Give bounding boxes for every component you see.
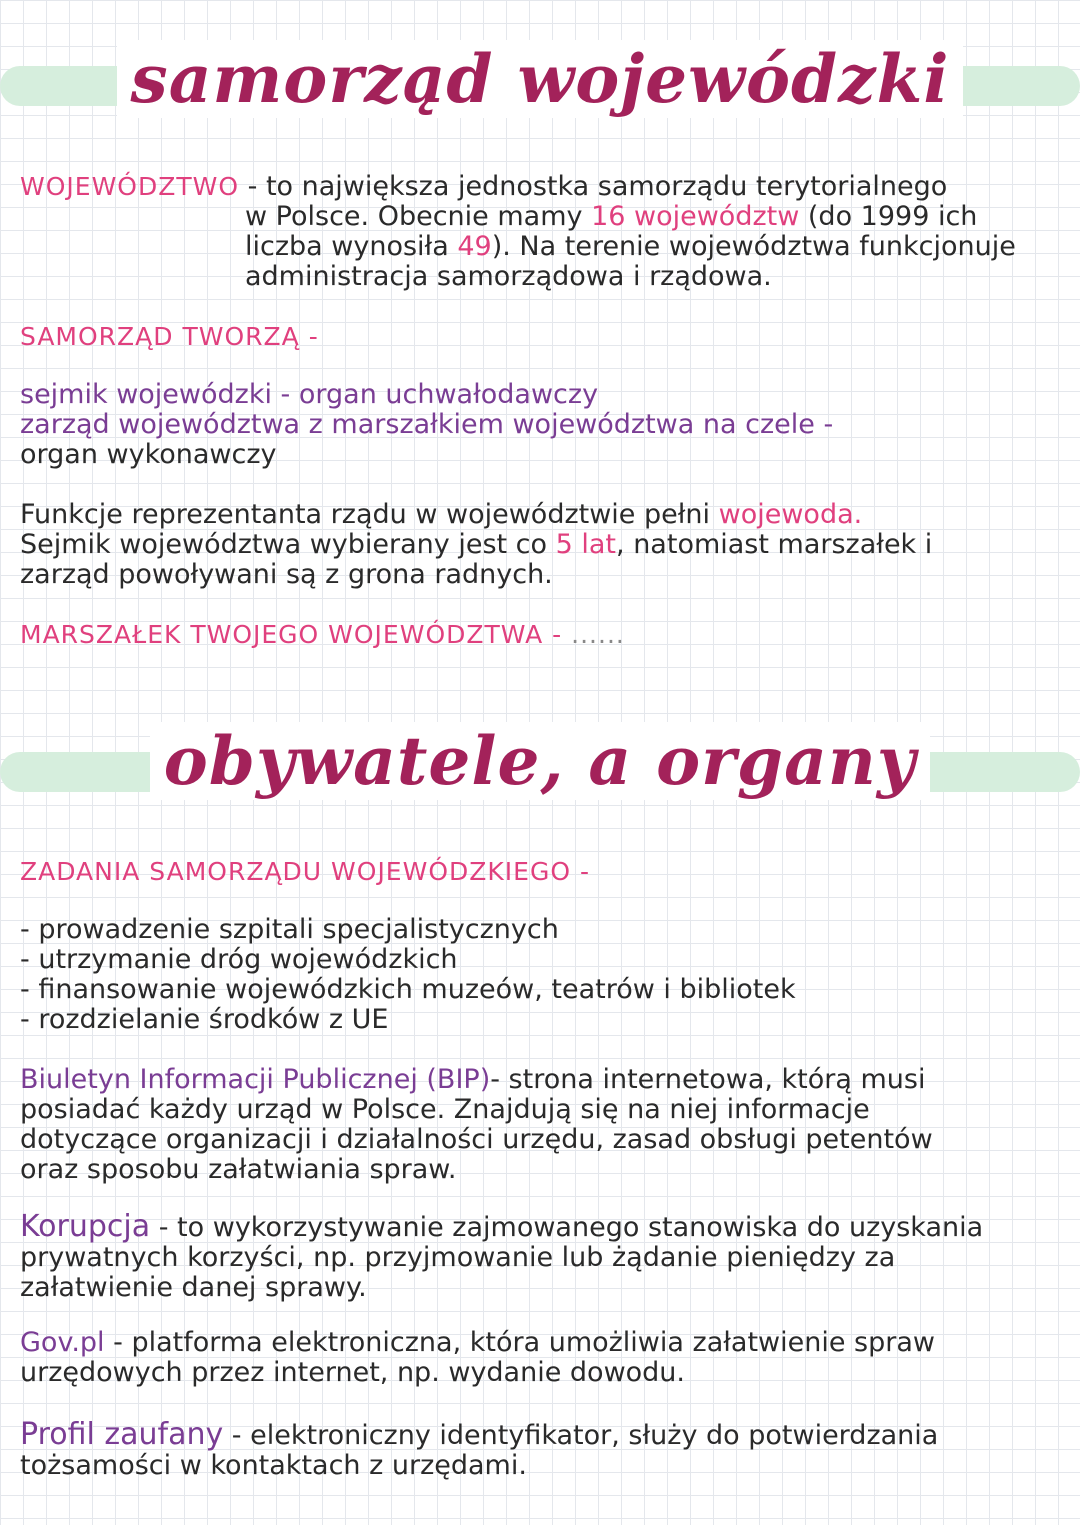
wojewodztwo-line-4: administracja samorządowa i rządowa. bbox=[245, 261, 772, 292]
funkcje-line-2: Sejmik województwa wybierany jest co 5 lat, natomiast marszałek i bbox=[20, 529, 933, 560]
wojewodztwo-label: WOJEWÓDZTWO bbox=[20, 172, 240, 201]
korupcja-definition: Korupcja - to wykorzystywanie zajmowanego stanowiska do uzyskania prywatnych korzyści, np. przyjmowanie lub żądanie pieniędzy za załatwienie danej sprawy. bbox=[20, 1209, 984, 1303]
zadanie-1: - prowadzenie szpitali specjalistycznych bbox=[20, 914, 559, 945]
wojewoda-term: wojewoda. bbox=[718, 499, 863, 530]
zadanie-4: - rozdzielanie środków z UE bbox=[20, 1004, 389, 1035]
gov-term: Gov.pl bbox=[20, 1327, 105, 1358]
section-title-obywatele: obywatele, a organy bbox=[0, 722, 1080, 800]
bip-term: Biuletyn Informacji Publicznej (BIP) bbox=[20, 1064, 491, 1095]
zadania-label: ZADANIA SAMORZĄDU WOJEWÓDZKIEGO - bbox=[20, 857, 590, 886]
korupcja-term: Korupcja bbox=[20, 1209, 151, 1244]
funkcje-line-3: zarząd powoływani są z grona radnych. bbox=[20, 559, 553, 590]
organ-sejmik: sejmik wojewódzki - organ uchwałodawczy bbox=[20, 379, 599, 410]
wojewodztwo-line-1: WOJEWÓDZTWO - to największa jednostka samorządu terytorialnego bbox=[20, 171, 948, 202]
zadanie-2: - utrzymanie dróg wojewódzkich bbox=[20, 944, 458, 975]
gov-definition: Gov.pl - platforma elektroniczna, która umożliwia załatwienie spraw urzędowych przez internet, np. wydanie dowodu. bbox=[20, 1327, 935, 1388]
zadanie-3: - finansowanie wojewódzkich muzeów, teatrów i bibliotek bbox=[20, 974, 796, 1005]
funkcje-line-1: Funkcje reprezentanta rządu w województwie pełni wojewoda. bbox=[20, 499, 863, 530]
section-title-samorzad: samorząd wojewódzki bbox=[0, 40, 1080, 118]
profil-term: Profil zaufany bbox=[20, 1417, 224, 1452]
count-16: 16 województw bbox=[591, 201, 800, 232]
bip-definition: Biuletyn Informacji Publicznej (BIP)- strona internetowa, którą musi posiadać każdy urząd w Polsce. Znajdują się na niej informacje dotyczące organizacji i działalności urzędu, zasad obsługi petentów oraz sposobu załatwiania spraw. bbox=[20, 1064, 933, 1185]
wojewodztwo-line-2: w Polsce. Obecnie mamy 16 województw (do 1999 ich bbox=[245, 201, 978, 232]
term-5-lat: 5 lat bbox=[555, 529, 617, 560]
marszalek-label: MARSZAŁEK TWOJEGO WOJEWÓDZTWA - ...... bbox=[20, 620, 625, 649]
organ-zarzad: zarząd województwa z marszałkiem województwa na czele - bbox=[20, 409, 834, 440]
count-49: 49 bbox=[457, 231, 492, 262]
wojewodztwo-line-3: liczba wynosiła 49). Na terenie województwa funkcjonuje bbox=[245, 231, 1016, 262]
tworza-label: SAMORZĄD TWORZĄ - bbox=[20, 322, 319, 351]
profil-definition: Profil zaufany - elektroniczny identyfikator, służy do potwierdzania tożsamości w kontaktach z urzędami. bbox=[20, 1417, 939, 1481]
organ-wykonawczy: organ wykonawczy bbox=[20, 439, 277, 470]
marszalek-dots: ...... bbox=[571, 620, 625, 649]
